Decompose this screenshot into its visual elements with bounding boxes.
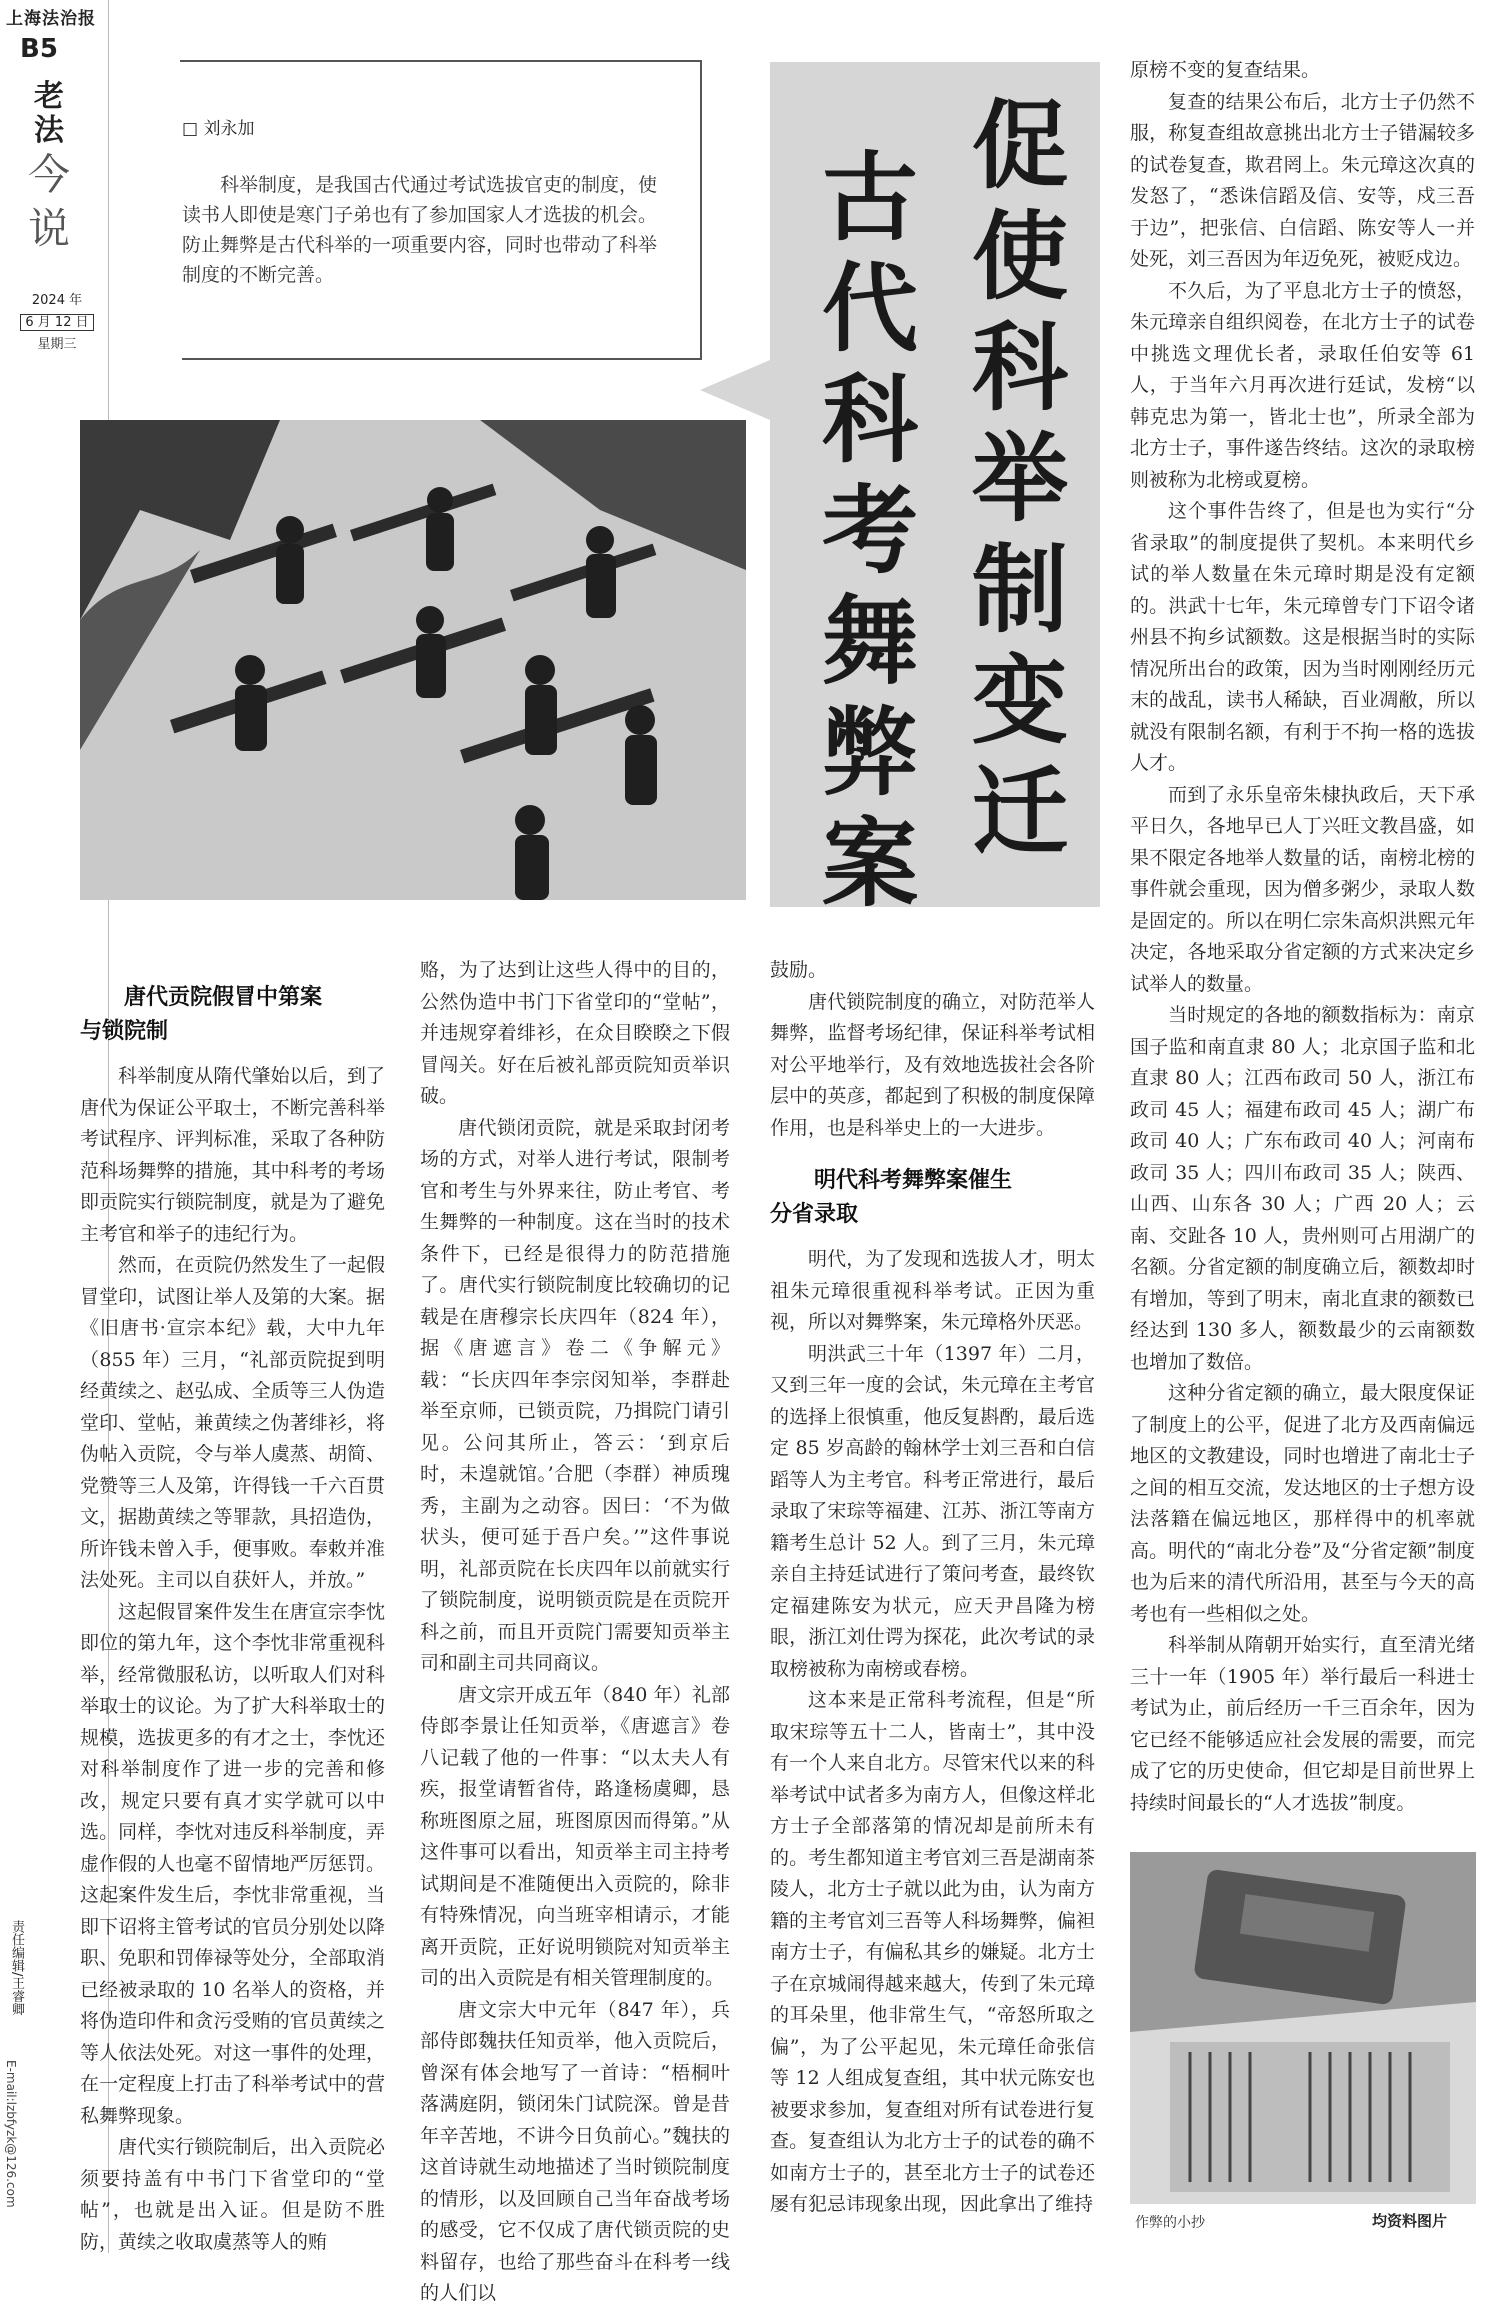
paragraph: 唐代实行锁院制后，出入贡院必须要持盖有中书门下省堂印的“堂帖”，也就是出入证。但是防不胜防，黄续之收取虞蒸等人的贿	[80, 2136, 385, 2253]
column-name-char: 老	[34, 79, 64, 114]
headline-line1: 促 使 科 举 制 变 迁	[972, 89, 1068, 868]
paragraph: 不久后，为了平息北方士子的愤怒，朱元璋亲自组织阅卷，在北方士子的试卷中挑选文理优长者，录取任伯安等 61 人，于当年六月再次进行廷试，发榜“以韩克忠为第一，皆北士也”，所录全部为北方士子，事件遂告终结。这次的录取榜则被称为北榜或夏榜。	[1130, 279, 1475, 491]
paragraph: 当时规定的各地的额数指标为：南京国子监和南直隶 80 人；北京国子监和北直隶 80 人；江西布政司 50 人，浙江布政司 45 人；福建布政司 45 人；湖广布政司 40 人；广东布政司 40 人；河南布政司 35 人；四川布政司 35 人；陕西、山西、山东各 30 人；广西 20 人；云南、交趾各 10 人，贵州则可占用湖广的名额。分省定额的制度确立后，额数却时有增加，等到了明末，南北直隶的额数已经达到 130 多人，额数最少的云南额数也增加了数倍。	[1130, 1004, 1475, 1373]
photo-cheat-sheet	[1130, 1852, 1476, 2204]
section-heading-line: 明代科考舞弊案催生	[814, 1168, 1013, 1193]
column-name-char: 法	[34, 113, 64, 148]
issue-year: 2024 年	[31, 293, 83, 308]
section-heading-line: 唐代贡院假冒中第案	[124, 985, 323, 1010]
section-heading-line: 与锁院制	[80, 1019, 169, 1044]
paragraph: 明洪武三十年（1397 年）二月，又到三年一度的会试，朱元璋在主考官的选择上很慎重，他反复斟酌，最后选定 85 岁高龄的翰林学士刘三吾和白信蹈等人为主考官。科考正常进行，最后录取了宋琮等福建、江苏、浙江等南方籍考生总计 52 人。到了三月，朱元璋亲自主持廷试进行了策问考查，最终钦定福建陈安为状元，应天尹昌隆为榜眼，浙江刘仕谔为探花，此次考试的录取榜被称为南榜或春榜。	[770, 1342, 1095, 1680]
body-column-4	[1130, 55, 1475, 1819]
paragraph: 而到了永乐皇帝朱棣执政后，天下承平日久，各地早已人丁兴旺文教昌盛，如果不限定各地举人数量的话，南榜北榜的事件就会重现，因为僧多粥少，录取人数是固定的。所以在明仁宗朱高炽洪熙元年决定，各地采取分省定额的方式来决定乡试举人的数量。	[1130, 783, 1475, 995]
illustration-exam-hall	[80, 420, 746, 900]
page-number: B5	[20, 34, 58, 64]
body-column-2	[420, 955, 730, 2310]
column-name-char: 说	[27, 204, 70, 253]
issue-weekday: 星期三	[37, 337, 77, 352]
paragraph: 这种分省定额的确立，最大限度保证了制度上的公平，促进了北方及西南偏远地区的文教建设，同时也增进了南北士子之间的相互交流，发达地区的士子想方设法落籍在偏远地区，那样得中的机率就高。明代的“南北分卷”及“分省定额”制度也为后来的清代所沿用，甚至与今天的高考也有一些相似之处。	[1130, 1382, 1475, 1625]
author-byline: □ 刘永加	[182, 119, 255, 139]
paragraph: 唐文宗开成五年（840 年）礼部侍郎李景让任知贡举，《唐遮言》卷八记载了他的一件事：“以太夫人有疾，报堂请暂省侍，路逢杨虞卿，恳称班图原之屈，班图原因而得第。”从这件事可以看出，知贡举主司主持考试期间是不准随便出入贡院的，除非有特殊情况，向当班宰相请示，才能离开贡院，正好说明锁院对知贡举主司的出入贡院是有相关管理制度的。	[420, 1683, 730, 1989]
headline-panel	[770, 62, 1100, 920]
body-column-1	[80, 975, 385, 2258]
column-name	[24, 80, 74, 256]
paragraph: 唐文宗大中元年（847 年），兵部侍郎魏扶任知贡举，他入贡院后，曾深有体会地写了一首诗：“梧桐叶落满庭阴，锁闭朱门试院深。曾是昔年辛苦地，不讲今日负前心。”魏扶的这首诗就生动地描述了当时锁院制度的情形，以及回顾自己当年奋战考场的感受，它不仅成了唐代锁贡院的史料留存，也给了那些奋斗在科考一线的人们以	[420, 1998, 730, 2304]
paragraph: 赂，为了达到让这些人得中的目的，公然伪造中书门下省堂印的“堂帖”，并违规穿着绯衫，在众目睽睽之下假冒闯关。好在后被礼部贡院知贡举识破。	[420, 959, 730, 1107]
paragraph: 原榜不变的复查结果。	[1130, 59, 1321, 81]
headline-line2: 古 代 科 考 舞 弊 案	[822, 141, 918, 920]
issue-date	[12, 290, 102, 356]
paragraph: 这起假冒案件发生在唐宣宗李忱即位的第九年，这个李忱非常重视科举，经常微服私访，以听取人们对科举取士的议论。为了扩大科举取士的规模，选拔更多的有才之士，李忱还对科举制度作了进一步的完善和修改，规定只要有真才实学就可以中选。同样，李忱对违反科举制度，弄虚作假的人也毫不留情地严厉惩罚。这起案件发生后，李忱非常重视，当即下诏将主管考试的官员分别处以降职、免职和罚俸禄等处分，全部取消已经被录取的 10 名举人的资格，并将伪造印件和贪污受贿的官员黄续之等人依法处死。对这一事件的处理，在一定程度上打击了科举考试中的营私舞弊现象。	[80, 1600, 385, 2127]
editor-credit: 责任编辑/王睿卿	[9, 1920, 24, 2016]
issue-day: 6 月 12 日	[20, 314, 93, 331]
paragraph: 唐代锁院制度的确立，对防范举人舞弊，监督考场纪律，保证科举考试相对公平地举行，及有效地选拔社会各阶层中的英彦，都起到了积极的制度保障作用，也是科举史上的一大进步。	[770, 990, 1095, 1139]
paragraph: 科举制度从隋代肇始以后，到了唐代为保证公平取士，不断完善科举考试程序、评判标准，采取了各种防范科场舞弊的措施，其中科考的考场即贡院实行锁院制度，就是为了避免主考官和举子的违纪行为。	[80, 1065, 385, 1245]
paragraph: 这本来是正常科考流程，但是“所取宋琮等五十二人，皆南士”，其中没有一个人来自北方。尽管宋代以来的科举考试中试者多为南方人，但像这样北方士子全部落第的情况却是前所未有的。考生都知道主考官刘三吾是湖南茶陵人，北方士子就以此为由，认为南方籍的主考官刘三吾等人科场舞弊，偏袒南方士子，有偏私其乡的嫌疑。北方士子在京城闹得越来越大，传到了朱元璋的耳朵里，他非常生气，“帝怒所取之偏”，为了公平起见，朱元璋任命张信等 12 人组成复查组，其中状元陈安也被要求参加，复查组对所有试卷进行复查。复查组认为北方士子的试卷的确不如南方士子的，甚至北方士子的试卷还屡有犯忌讳现象出现，因此拿出了维持	[770, 1689, 1095, 2215]
paragraph: 然而，在贡院仍然发生了一起假冒堂印，试图让举人及第的大案。据《旧唐书·宣宗本纪》载，大中九年（855 年）三月，“礼部贡院捉到明经黄续之、赵弘成、全质等三人伪造堂印、堂帖，兼黄续之伪著绯衫，将伪帖入贡院，令与举人虞蒸、胡简、党赞等三人及第，许得钱一千六百贯文，据勘黄续之等罪款，具招造伪，所许钱未曾入手，便事败。奉敕并准法处死。主司以自获奸人，并放。”	[80, 1254, 385, 1591]
section-heading	[770, 1164, 1095, 1232]
photo-drawing	[1130, 1852, 1476, 2204]
section-heading	[80, 981, 385, 1049]
paragraph: 这个事件告终了，但是也为实行“分省录取”的制度提供了契机。本来明代乡试的举人数量在朱元璋时期是没有定额的。洪武十七年，朱元璋曾专门下诏令诸州县不拘乡试额数。这是根据当时的实际情况所出台的政策，因为当时刚刚经历元末的战乱，读书人稀缺，百业凋敝，所以就没有限制名额，有利于不拘一格的选拔人才。	[1130, 500, 1475, 774]
masthead: 上海法治报	[6, 9, 96, 29]
paragraph: 科举制从隋朝开始实行，直至清光绪三十一年（1905 年）举行最后一科进士考试为止，前后经历一千三百余年，因为它已经不能够适应社会发展的需要，而完成了它的历史使命，但它却是目前世界上持续时间最长的“人才选拔”制度。	[1130, 1634, 1475, 1814]
section-heading-line: 分省录取	[770, 1202, 859, 1227]
body-column-3	[770, 955, 1095, 2221]
title-pointer	[700, 360, 770, 420]
paragraph: 鼓励。	[770, 959, 828, 981]
illustration-drawing	[80, 420, 746, 900]
column-name-char: 今	[27, 150, 70, 199]
editor-email: E-mail:lzbfyzk@126.com	[4, 2060, 18, 2208]
paragraph: 复查的结果公布后，北方士子仍然不服，称复查组故意挑出北方士子错漏较多的试卷复查，欺君罔上。朱元璋这次真的发怒了，“悉诛信蹈及信、安等，戍三吾于边”，把张信、白信蹈、陈安等人一并处死，刘三吾因为年迈免死，被贬戍边。	[1130, 90, 1475, 270]
paragraph: 唐代锁闭贡院，就是采取封闭考场的方式，对举人进行考试，限制考官和考生与外界来往，防止考官、考生舞弊的一种制度。这在当时的技术条件下，已经是很得力的防范措施了。唐代实行锁院制度比较确切的记载是在唐穆宗长庆四年（824 年），据《唐遮言》卷二《争解元》载：“长庆四年李宗闵知举，李群赴举至京师，已锁贡院，乃揖院门请引见。公问其所止，答云：‘到京后时，未遑就馆。’合肥（李群）神质瑰秀，主副为之动容。因曰：‘不为做状头，便可延于吾户矣。’”这件事说明，礼部贡院在长庆四年以前就实行了锁院制度，说明锁贡院是在贡院开科之前，而且开贡院门需要知贡举主司和副主司共同商议。	[420, 1116, 730, 1674]
photo-credit: 均资料图片	[1372, 2212, 1448, 2230]
intro-paragraph: 科举制度，是我国古代通过考试选拔官吏的制度，使读书人即使是寒门子弟也有了参加国家人才选拔的机会。防止舞弊是古代科举的一项重要内容，同时也带动了科举制度的不断完善。	[182, 174, 658, 286]
photo-caption: 作弊的小抄	[1135, 2215, 1205, 2231]
paragraph: 明代，为了发现和选拔人才，明太祖朱元璋很重视科举考试。正因为重视，所以对舞弊案，朱元璋格外厌恶。	[770, 1248, 1095, 1333]
